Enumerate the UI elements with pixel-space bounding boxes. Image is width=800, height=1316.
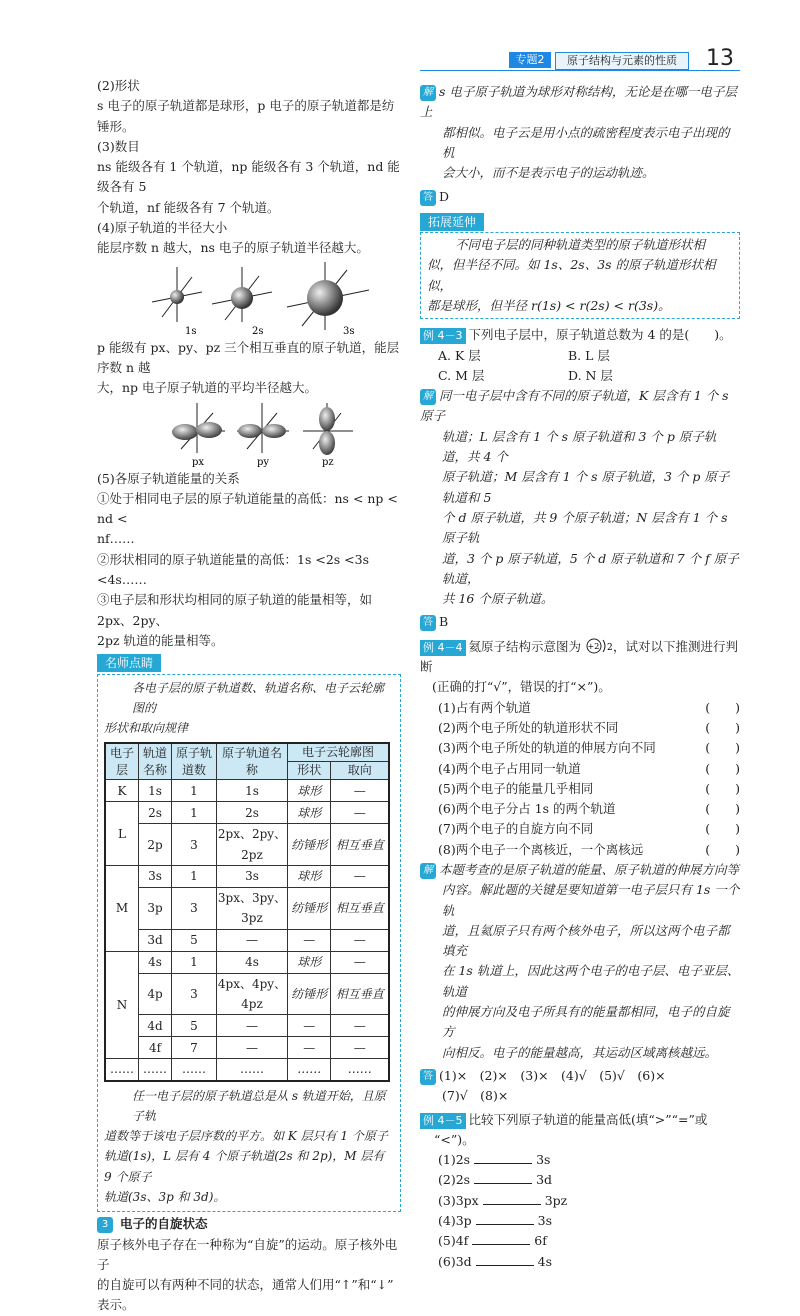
text-line: ③电子层和形状均相同的原子轨道的能量相等，如 2px、2py、: [97, 592, 373, 628]
compare-item: [438, 1231, 740, 1251]
judgement-item: [438, 779, 740, 799]
table-cell: —: [288, 929, 331, 951]
judgement-text: (8)两个电子一个离核近，一个离核远: [438, 841, 644, 857]
judgement-item: [438, 718, 740, 738]
example-tag: 例 4－5: [420, 1113, 466, 1129]
header-rule: [420, 70, 740, 71]
table-row: [105, 866, 389, 888]
table-cell: —: [288, 1037, 331, 1059]
section-number: 3: [97, 1217, 113, 1233]
table-cell: ……: [331, 1059, 389, 1081]
table-cell: 2s: [139, 802, 172, 824]
table-cell: —: [331, 1037, 389, 1059]
table-cell: M: [105, 866, 139, 952]
answer-blank[interactable]: ( ): [705, 801, 740, 817]
solution-icon: 解: [420, 85, 436, 101]
text-line: 都是球形，但半径 r(1s) < r(2s) < r(3s)。: [427, 297, 671, 313]
text-line: 2pz 轨道的能量相等。: [97, 632, 224, 648]
text-line: 能层序数 n 越大，ns 电子的原子轨道半径越大。: [97, 240, 369, 256]
text-line: 不同电子层的同种轨道类型的原子轨道形状相: [455, 237, 706, 253]
compare-left: (1)2s: [438, 1152, 471, 1168]
table-cell: 3: [172, 824, 217, 866]
table-row: [105, 929, 389, 951]
answer-icon: 答: [420, 190, 436, 206]
table-cell: 3s: [139, 866, 172, 888]
tip-intro: 各电子层的原子轨道数、轨道名称、电子云轮廓图的: [132, 680, 385, 715]
pz-lobe: [319, 407, 335, 431]
tip-outro: 轨道(1s)，L 层有 4 个原子轨道(2s 和 2p)，M 层有 9 个原子: [104, 1149, 385, 1184]
table-cell: —: [331, 929, 389, 951]
answer-blank[interactable]: ( ): [705, 719, 740, 735]
table-cell: 1: [172, 802, 217, 824]
answer-blank[interactable]: ( ): [705, 841, 740, 857]
table-row: [105, 824, 389, 866]
table-cell: —: [288, 1015, 331, 1037]
compare-left: (4)3p: [438, 1213, 472, 1229]
table-cell: ……: [105, 1059, 139, 1081]
answer-blank[interactable]: ( ): [705, 699, 740, 715]
table-cell: 相互垂直: [331, 888, 389, 930]
answer-blank[interactable]: ( ): [705, 760, 740, 776]
text-line: 轨道；L 层含有 1 个 s 原子轨道和 3 个 p 原子轨道，共 4 个: [442, 428, 717, 465]
table-cell: L: [105, 802, 139, 866]
table-cell: 4s: [217, 951, 288, 973]
judgement-text: (3)两个电子所处的轨道的伸展方向不同: [438, 740, 656, 756]
table-cell: 4d: [139, 1015, 172, 1037]
table-cell: —: [217, 1037, 288, 1059]
table-cell: 3p: [139, 888, 172, 930]
chapter-tag: 专题2: [509, 52, 551, 68]
table-row: [105, 802, 389, 824]
text-line: 内容。解此题的关键是要知道第一电子层只有 1s 一个轨: [442, 882, 740, 918]
table-cell: —: [331, 1015, 389, 1037]
table-cell: 4s: [139, 951, 172, 973]
tip-outro: 任一电子层的原子轨道总是从 s 轨道开始，且原子轨: [132, 1088, 386, 1123]
table-cell: 5: [172, 1015, 217, 1037]
text-line: 同一电子层中含有不同的原子轨道，K 层含有 1 个 s 原子: [420, 388, 729, 424]
table-cell: ……: [172, 1059, 217, 1081]
judgement-text: (6)两个电子分占 1s 的两个轨道: [438, 801, 616, 817]
helium-diagram: [585, 638, 613, 654]
text-line: (4)原子轨道的半径大小: [97, 220, 228, 236]
text-line: 的自旋可以有两种不同的状态，通常人们用“↑”和“↓”: [97, 1277, 394, 1293]
table-cell: N: [105, 951, 139, 1059]
answer: B: [439, 614, 449, 630]
tip-outro: 道数等于该电子层序数的平方。如 K 层只有 1 个原子: [104, 1129, 388, 1144]
option: C. M 层: [438, 367, 485, 383]
text-line: s 电子的原子轨道都是球形，p 电子的原子轨道都是纺锤形。: [97, 98, 395, 134]
text-line: (2)形状: [97, 78, 140, 93]
answer-blank[interactable]: ( ): [705, 740, 740, 756]
right-column: [420, 82, 740, 1272]
text-line: 个 d 原子轨道，共 9 个原子轨道；N 层含有 1 个 s 原子轨: [442, 509, 728, 546]
px-lobe: [172, 424, 198, 440]
answer-icon: 答: [420, 1069, 436, 1085]
judgement-text: (1)占有两个轨道: [438, 699, 531, 715]
th-orientation: 取向: [331, 762, 389, 780]
table-cell: —: [331, 780, 389, 802]
judgement-item: [438, 819, 740, 839]
answer: (7)√ (8)×: [442, 1088, 509, 1104]
table-row: [105, 780, 389, 802]
text-line: p 能级有 px、py、pz 三个相互垂直的原子轨道，能层序数 n 越: [97, 339, 400, 375]
compare-item: [438, 1191, 740, 1211]
table-cell: ……: [139, 1059, 172, 1081]
answer-blank[interactable]: ( ): [705, 821, 740, 837]
text-line: s 电子原子轨道为球形对称结构，无论是在哪一电子层上: [420, 84, 737, 120]
judgement-item: [438, 799, 740, 819]
table-cell: 球形: [288, 780, 331, 802]
table-cell: 3: [172, 888, 217, 930]
example-tag: 例 4－3: [420, 328, 466, 344]
left-column: [97, 76, 402, 1316]
compare-right: 6f: [534, 1233, 547, 1249]
table-cell: 1: [172, 951, 217, 973]
option: B. L 层: [568, 347, 610, 363]
compare-item: [438, 1211, 740, 1231]
label-py: py: [257, 456, 270, 468]
extension-title: 拓展延伸: [420, 213, 484, 231]
table-cell: ……: [288, 1059, 331, 1081]
p-orbital-figure: [167, 401, 367, 469]
question: 下列电子层中，原子轨道总数为 4 的是( )。: [468, 327, 732, 343]
sphere-3s: [307, 280, 343, 316]
table-cell: 7: [172, 1037, 217, 1059]
answer-blank[interactable]: [474, 1151, 532, 1164]
table-cell: 4f: [139, 1037, 172, 1059]
section-heading: [97, 1214, 402, 1234]
table-cell: 2s: [217, 802, 288, 824]
orbital-table: [104, 742, 390, 1081]
table-row: [105, 1059, 389, 1081]
answer-blank[interactable]: [476, 1212, 534, 1225]
example-tag: 例 4－4: [420, 640, 466, 656]
compare-left: (3)3px: [438, 1192, 479, 1208]
nucleus-charge: +2: [587, 641, 600, 651]
table-row: [105, 1015, 389, 1037]
table-cell: —: [217, 1015, 288, 1037]
table-cell: 3s: [217, 866, 288, 888]
judgement-item: [438, 759, 740, 779]
compare-item: [438, 1170, 740, 1190]
tip-intro: 形状和取向规律: [104, 721, 189, 736]
table-cell: 5: [172, 929, 217, 951]
px-lobe: [196, 422, 222, 438]
table-cell: 1: [172, 866, 217, 888]
question: “<”)。: [434, 1131, 475, 1147]
s-orbital-figure: [147, 262, 397, 338]
table-cell: 纺锤形: [288, 888, 331, 930]
table-cell: 球形: [288, 866, 331, 888]
text-line: ②形状相同的原子轨道能量的高低：1s <2s <3s <4s……: [97, 551, 369, 588]
th-shape: 形状: [288, 762, 331, 780]
table-cell: 相互垂直: [331, 824, 389, 866]
option: D. N 层: [568, 367, 613, 383]
table-cell: 球形: [288, 951, 331, 973]
text-line: 个轨道，nf 能级各有 7 个轨道。: [97, 199, 280, 215]
text-line: 会大小，而不是表示电子的运动轨迹。: [442, 165, 655, 181]
text-line: 似，但半径不同。如 1s、2s、3s 的原子轨道形状相似，: [427, 257, 716, 293]
table-cell: 3: [172, 973, 217, 1015]
compare-left: (2)2s: [438, 1172, 471, 1188]
table-cell: 1s: [139, 780, 172, 802]
answer-blank[interactable]: [472, 1232, 530, 1245]
label-2s: 2s: [252, 325, 264, 337]
tip-box: [97, 653, 402, 1212]
table-cell: 2p: [139, 824, 172, 866]
compare-left: (6)3d: [438, 1253, 472, 1269]
table-cell: 纺锤形: [288, 973, 331, 1015]
option: A. K 层: [438, 347, 481, 363]
py-lobe: [238, 424, 262, 438]
py-lobe: [262, 424, 286, 438]
table-cell: 4px、4py、4pz: [217, 973, 288, 1015]
text-line: 在 1s 轨道上，因此这两个电子的电子层、电子亚层、轨道: [442, 963, 740, 999]
answer: D: [439, 189, 450, 205]
chapter-title: 原子结构与元素的性质: [555, 52, 689, 70]
text-line: 本题考查的是原子轨道的能量、原子轨道的伸展方向等: [439, 861, 740, 877]
section-title: 电子的自旋状态: [119, 1216, 208, 1232]
judgement-text: (5)两个电子的能量几乎相同: [438, 780, 594, 796]
judgement-list: [420, 698, 740, 860]
table-cell: 相互垂直: [331, 973, 389, 1015]
table-cell: ……: [217, 1059, 288, 1081]
compare-right: 4s: [537, 1253, 553, 1269]
extension-box: [420, 212, 740, 319]
sphere-2s: [231, 287, 253, 309]
table-cell: 3px、3py、3pz: [217, 888, 288, 930]
text-line: 表示。: [97, 1297, 135, 1313]
text-line: nf……: [97, 531, 135, 547]
table-cell: —: [331, 866, 389, 888]
compare-right: 3pz: [544, 1192, 568, 1208]
table-cell: 纺锤形: [288, 824, 331, 866]
table-cell: K: [105, 780, 139, 802]
text-line: 共 16 个原子轨道。: [442, 591, 554, 607]
judgement-text: (7)两个电子的自旋方向不同: [438, 821, 594, 837]
th-orbital-name: 轨道名称: [139, 743, 172, 780]
text-line: 都相似。电子云是用小点的疏密程度表示电子出现的机: [442, 124, 730, 160]
table-cell: —: [331, 802, 389, 824]
tip-title: 名师点睛: [97, 654, 161, 672]
compare-right: 3s: [537, 1213, 553, 1229]
table-cell: 球形: [288, 802, 331, 824]
table-row: [105, 1037, 389, 1059]
question: ，试对以下推测进行判断: [420, 638, 739, 675]
th-orbital-count: 原子轨道数: [172, 743, 217, 780]
th-layer: 电子层: [105, 743, 139, 780]
judgement-item: [438, 738, 740, 758]
table-cell: —: [217, 929, 288, 951]
th-cloud: 电子云轮廓图: [288, 743, 390, 762]
table-cell: 1s: [217, 780, 288, 802]
page-number: 13: [706, 46, 734, 71]
table-row: [105, 973, 389, 1015]
compare-item: [438, 1252, 740, 1272]
judgement-text: (4)两个电子占用同一轨道: [438, 760, 581, 776]
compare-right: 3d: [536, 1172, 553, 1188]
answer-icon: 答: [420, 615, 436, 631]
text-line: 道，3 个 p 原子轨道，5 个 d 原子轨道和 7 个 f 原子轨道，: [442, 550, 739, 586]
answer-blank[interactable]: [483, 1192, 541, 1205]
text-line: (5)各原子轨道能量的关系: [97, 470, 240, 486]
answer-blank[interactable]: ( ): [705, 780, 740, 796]
text-line: 原子核外电子存在一种称为“自旋”的运动。原子核外电子: [97, 1236, 398, 1272]
text-line: ns 能级各有 1 个轨道，np 能级各有 3 个轨道，nd 能级各有 5: [97, 159, 400, 195]
label-3s: 3s: [343, 325, 355, 337]
label-px: px: [192, 456, 205, 468]
judgement-text: (2)两个电子所处的轨道形状不同: [438, 719, 619, 735]
sphere-1s: [170, 290, 184, 304]
table-row: [105, 951, 389, 973]
question: 比较下列原子轨道的能量高低(填“>”“=”或: [468, 1111, 708, 1127]
text-line: 大，np 电子原子轨道的平均半径越大。: [97, 380, 318, 396]
question: (正确的打“√”，错误的打“×”)。: [432, 679, 611, 695]
th-orbital-names: 原子轨道名称: [217, 743, 288, 780]
table-cell: 1: [172, 780, 217, 802]
table-cell: —: [331, 951, 389, 973]
answer-blank[interactable]: [474, 1171, 532, 1184]
compare-list: [420, 1150, 740, 1272]
compare-right: 3s: [536, 1152, 551, 1168]
judgement-item: [438, 840, 740, 860]
compare-left: (5)4f: [438, 1233, 469, 1249]
text-line: 的伸展方向及电子所具有的能量都相同，电子的自旋方: [442, 1004, 730, 1040]
shell-electrons: 2: [607, 642, 613, 653]
text-line: 原子轨道；M 层含有 1 个 s 原子轨道，3 个 p 原子轨道和 5: [442, 469, 730, 505]
text-line: 向相反。电子的能量越高，其运动区域离核越远。: [442, 1044, 718, 1060]
solution-icon: 解: [420, 863, 436, 879]
text-line: ①处于相同电子层的原子轨道能量的高低：ns < np < nd <: [97, 490, 398, 527]
solution-icon: 解: [420, 389, 436, 405]
table-cell: 4p: [139, 973, 172, 1015]
answer: (1)× (2)× (3)× (4)√ (5)√ (6)×: [439, 1067, 666, 1083]
text-line: 道，且氦原子只有两个核外电子，所以这两个电子都填充: [442, 922, 730, 959]
tip-outro: 轨道(3s、3p 和 3d)。: [104, 1189, 226, 1204]
label-pz: pz: [322, 456, 334, 468]
pz-lobe: [319, 431, 335, 455]
compare-item: [438, 1150, 740, 1170]
label-1s: 1s: [185, 325, 197, 337]
text-line: (3)数目: [97, 138, 140, 154]
table-row: [105, 888, 389, 930]
judgement-item: [438, 698, 740, 718]
question: 氦原子结构示意图为: [468, 638, 582, 654]
table-cell: 3d: [139, 929, 172, 951]
table-cell: 2px、2py、2pz: [217, 824, 288, 866]
answer-blank[interactable]: [476, 1253, 534, 1266]
